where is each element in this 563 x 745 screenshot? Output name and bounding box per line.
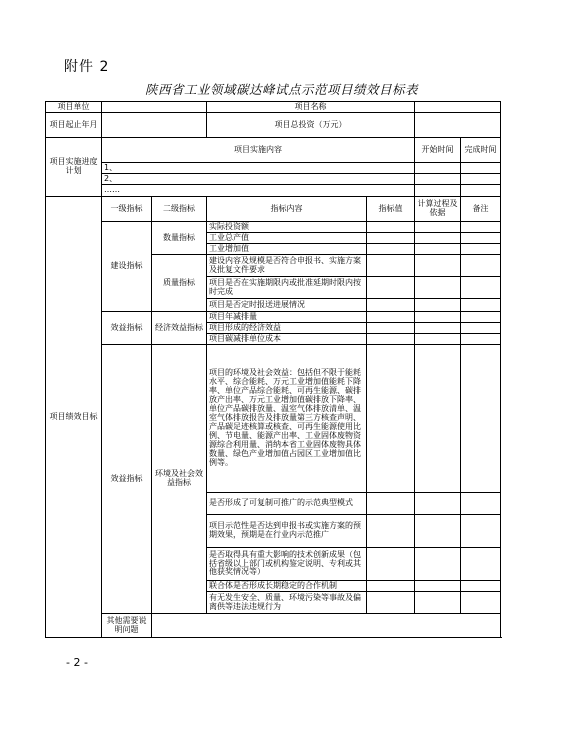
attachment-label: 附件 2	[64, 59, 110, 75]
indicator-item: 工业总产值	[207, 233, 367, 244]
other-issues-value[interactable]	[152, 614, 501, 638]
progress-plan-label: 项目实施进度计划	[46, 138, 102, 197]
project-unit-label: 项目单位	[46, 102, 102, 113]
performance-target-table	[45, 101, 501, 638]
env-benefit-label: 效益指标	[102, 345, 152, 614]
progress-end-cell[interactable]	[461, 163, 501, 174]
indicator-item: 有无发生安全、质量、环境污染等事故及偏离供等违法违规行为	[207, 592, 367, 614]
indicator-item: 工业增加值	[207, 244, 367, 255]
project-investment-label: 项目总投资（万元）	[207, 113, 415, 138]
quality-indicator-label: 质量指标	[152, 255, 207, 312]
indicator-item: 项目形成的经济效益	[207, 323, 367, 334]
project-period-value[interactable]	[102, 113, 207, 138]
level2-header: 二级指标	[152, 197, 207, 222]
project-investment-value[interactable]	[415, 113, 501, 138]
economic-benefit-sublabel: 经济效益指标	[152, 312, 207, 345]
project-name-label: 项目名称	[207, 102, 415, 113]
indicator-item: 项目是否定时报送进展情况	[207, 299, 367, 312]
page-number: - 2 -	[66, 656, 88, 669]
indicator-item: 建设内容及规模是否符合申报书、实施方案及批复文件要求	[207, 255, 367, 277]
indicator-item: 项目年减排量	[207, 312, 367, 323]
project-name-value[interactable]	[415, 102, 501, 113]
remark-header: 备注	[461, 197, 501, 222]
progress-end-header: 完成时间	[461, 138, 501, 163]
document-title: 陕西省工业领域碳达峰试点示范项目绩效目标表	[144, 82, 418, 97]
indicator-item: 实际投资额	[207, 222, 367, 233]
progress-row[interactable]: 1、	[102, 163, 415, 174]
economic-benefit-label: 效益指标	[102, 312, 152, 345]
construction-indicator-label: 建设指标	[102, 222, 152, 312]
indicator-item: 是否形成了可复制可推广的示范典型模式	[207, 493, 367, 515]
progress-content-header: 项目实施内容	[102, 138, 415, 163]
indicator-item: 是否取得具有重大影响的技术创新成果（包括省级以上部门或机构鉴定说明、专利或其他获奖情况等）	[207, 548, 367, 581]
progress-end-cell[interactable]	[461, 174, 501, 185]
indicator-item: 项目示范性是否达到申报书或实施方案的预期效果，预期是在行业内示范推广	[207, 515, 367, 548]
progress-row[interactable]: ……	[102, 185, 415, 197]
project-unit-value[interactable]	[102, 102, 207, 113]
indicator-item: 项目碳减排单位成本	[207, 334, 367, 345]
progress-start-header: 开始时间	[415, 138, 461, 163]
quantity-indicator-label: 数量指标	[152, 222, 207, 255]
other-issues-label: 其他需要说明问题	[102, 614, 152, 638]
indicator-item: 联合体是否形成长期稳定的合作机制	[207, 581, 367, 592]
indicator-content-header: 指标内容	[207, 197, 367, 222]
progress-row[interactable]: 2、	[102, 174, 415, 185]
performance-target-label: 项目绩效目标	[46, 197, 102, 638]
progress-start-cell[interactable]	[415, 163, 461, 174]
level1-header: 一级指标	[102, 197, 152, 222]
calculation-basis-header: 计算过程及依据	[415, 197, 461, 222]
indicator-item: 项目的环境及社会效益：包括但不限于能耗水平、综合能耗、万元工业增加值能耗下降率、单位产品综合能耗、可再生能源、碳排放产出率、万元工业增加值碳排放下降率、单位产品碳排放量、温室气体排放清单、温室气体排放报告及排放量第三方核查声明、产品碳足迹核算或核查、可再生能源使用比例、节电量、能源产出率、工业固体废物资源综合利用量、消纳本省工业固体废物具体数量、绿色产业增加值占园区工业增加值比例等。	[207, 345, 367, 493]
progress-end-cell[interactable]	[461, 185, 501, 197]
indicator-item: 项目是否在实施期限内或批准延期时限内按时完成	[207, 277, 367, 299]
indicator-value-header: 指标值	[367, 197, 415, 222]
project-period-label: 项目起止年月	[46, 113, 102, 138]
env-benefit-sublabel: 环境及社会效益指标	[152, 345, 207, 614]
progress-start-cell[interactable]	[415, 174, 461, 185]
progress-start-cell[interactable]	[415, 185, 461, 197]
